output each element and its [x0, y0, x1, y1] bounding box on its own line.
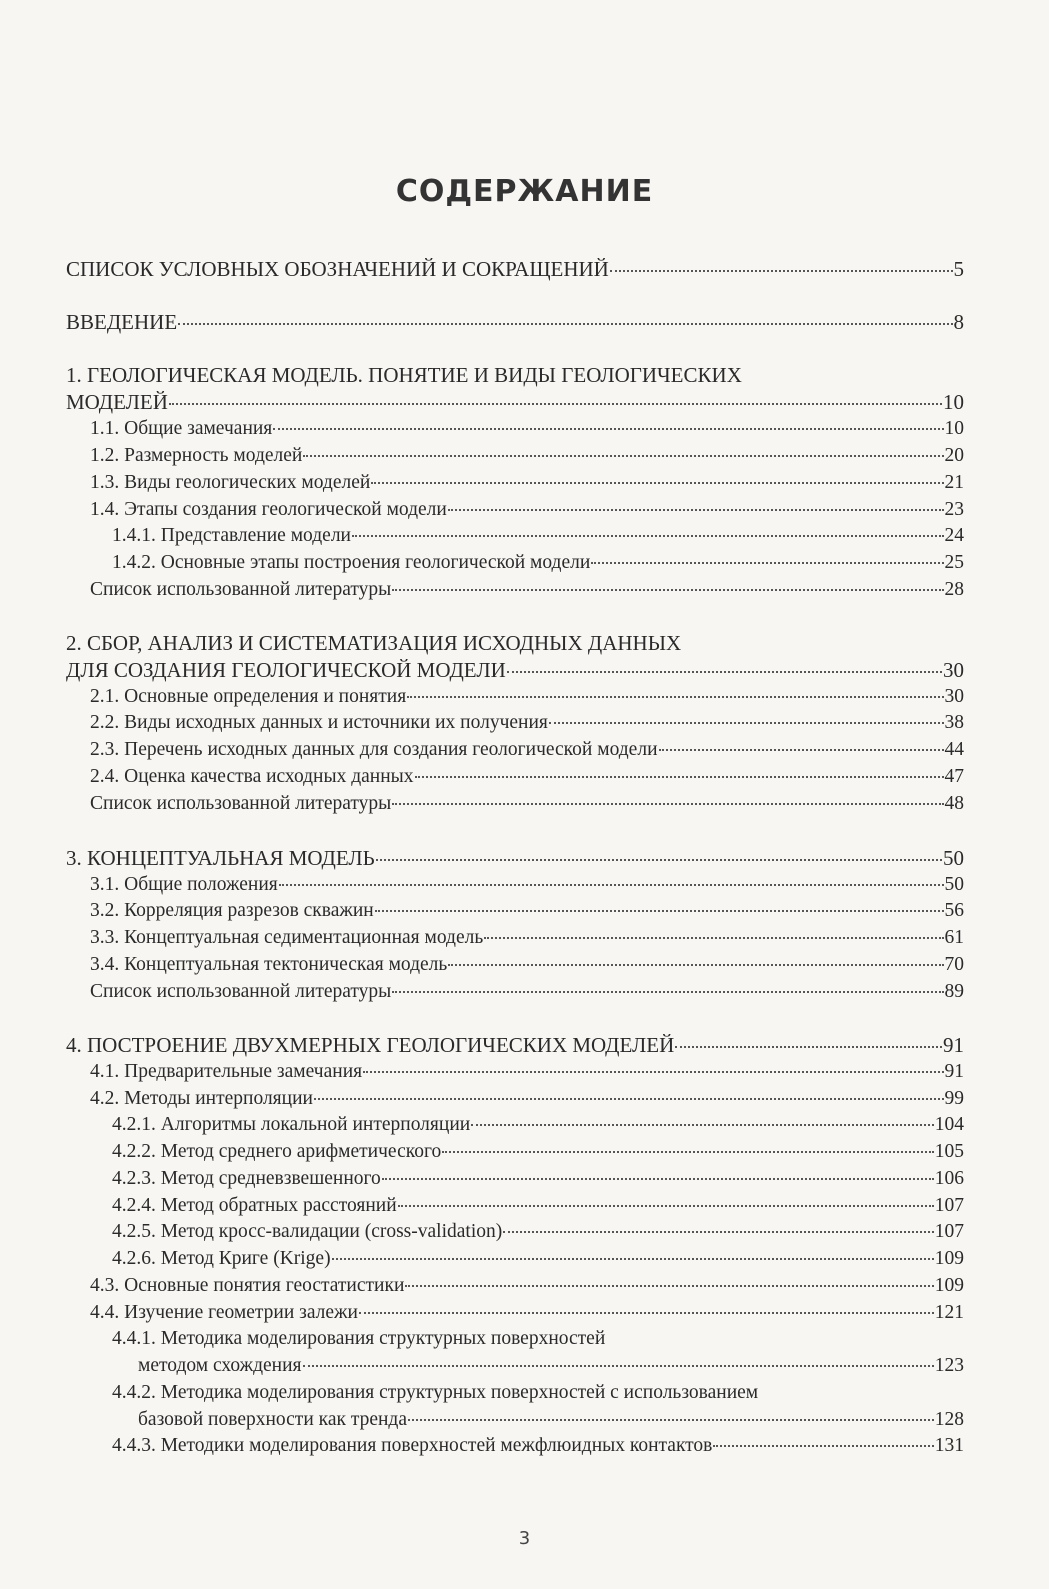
toc-entry-page: 109: [934, 1248, 964, 1269]
dot-leader: [273, 428, 943, 430]
toc-entry-page: 99: [944, 1088, 964, 1109]
toc-entry-title: 4.2.1. Алгоритмы локальной интерполяции: [112, 1114, 471, 1135]
dot-leader: [448, 509, 944, 511]
dot-leader: [371, 482, 943, 484]
toc-entry-title: 3.4. Концептуальная тектоническая модель: [90, 954, 448, 975]
dot-leader: [659, 749, 944, 751]
toc-entry: [112, 1166, 964, 1192]
toc-entry-page: 28: [944, 579, 964, 600]
dot-leader: [503, 1231, 934, 1233]
toc-entry-title: 4.2.6. Метод Криге (Krige): [112, 1248, 331, 1269]
toc-entry-title: Список использованной литературы: [90, 981, 392, 1002]
toc-entry-title: базовой поверхности как тренда: [138, 1409, 408, 1430]
toc-entry-title: 4.2.5. Метод кросс-валидации (cross-validation): [112, 1221, 503, 1242]
toc-entry: [90, 1273, 964, 1299]
dot-leader: [376, 859, 942, 861]
toc-entry: [90, 1086, 964, 1112]
toc-entry: [66, 389, 964, 415]
toc-entry-page: 30: [943, 658, 964, 682]
toc-entry: [66, 1032, 964, 1058]
dot-leader: [610, 270, 953, 272]
dot-leader: [408, 1419, 934, 1421]
toc-entry: [90, 577, 964, 603]
dot-leader: [398, 1205, 934, 1207]
dot-leader: [303, 455, 943, 457]
toc-entry-title: 1.4.1. Представление модели: [112, 525, 351, 546]
toc-entry-page: 131: [934, 1435, 964, 1456]
toc-entry-page: 38: [944, 712, 964, 733]
toc-entry: [112, 1246, 964, 1272]
dot-leader: [359, 1312, 934, 1314]
dot-leader: [713, 1445, 933, 1447]
toc-entry-title: ВВЕДЕНИЕ: [66, 310, 178, 334]
toc-entry: [112, 1112, 964, 1138]
toc-entry-title: 4.3. Основные понятия геостатистики: [90, 1275, 405, 1296]
toc-entry-title: 1.2. Размерность моделей: [90, 445, 303, 466]
dot-leader: [314, 1098, 944, 1100]
dot-leader: [352, 535, 944, 537]
toc-entry: [112, 1433, 964, 1459]
toc-entry: [66, 309, 964, 335]
toc-entry-page: 106: [934, 1168, 964, 1189]
dot-leader: [549, 722, 944, 724]
toc-entry-page: 21: [944, 472, 964, 493]
toc-entry-title: СПИСОК УСЛОВНЫХ ОБОЗНАЧЕНИЙ И СОКРАЩЕНИЙ: [66, 257, 609, 281]
toc-entry: [90, 791, 964, 817]
toc-entry: [90, 952, 964, 978]
toc-entry-page: 24: [944, 525, 964, 546]
toc-entry-title: 1.1. Общие замечания: [90, 418, 273, 439]
toc-entry-page: 5: [953, 257, 964, 281]
toc-entry-title: 3.2. Корреляция разрезов скважин: [90, 900, 374, 921]
toc-entry-page: 128: [934, 1409, 964, 1430]
toc-entry-page: 56: [944, 900, 964, 921]
toc-entry-page: 50: [943, 846, 964, 870]
dot-leader: [363, 1071, 943, 1073]
toc-entry-title-line1: 4.4.1. Методика моделирования структурных поверхностей: [112, 1328, 606, 1349]
toc-entry-page: 25: [944, 552, 964, 573]
toc-entry: [66, 845, 964, 871]
dot-leader: [675, 1046, 942, 1048]
toc-entry-page: 91: [943, 1033, 964, 1057]
toc-entry-title: 1.3. Виды геологических моделей: [90, 472, 371, 493]
toc-entry-page: 30: [944, 686, 964, 707]
toc-entry: [90, 979, 964, 1005]
dot-leader: [442, 1151, 934, 1153]
toc-entry: [112, 1193, 964, 1219]
toc-entry: [90, 470, 964, 496]
dot-leader: [303, 1365, 934, 1367]
toc-entry: [138, 1353, 964, 1379]
dot-leader: [279, 884, 944, 886]
dot-leader: [415, 776, 944, 778]
toc-entry: [66, 256, 964, 282]
toc-entry-title: Список использованной литературы: [90, 579, 392, 600]
toc-entry-page: 23: [944, 499, 964, 520]
toc-entry-title: методом схождения: [138, 1355, 302, 1376]
toc-entry-title: 4.2. Методы интерполяции: [90, 1088, 313, 1109]
toc-entry-title: 2.3. Перечень исходных данных для создания геологической модели: [90, 739, 658, 760]
toc-entry-title: Список использованной литературы: [90, 793, 392, 814]
toc-entry: [112, 1219, 964, 1245]
toc-entry-title: ДЛЯ СОЗДАНИЯ ГЕОЛОГИЧЕСКОЙ МОДЕЛИ: [66, 658, 506, 682]
dot-leader: [507, 671, 942, 673]
toc-entry-page: 91: [944, 1061, 964, 1082]
toc-entry-title: 1.4. Этапы создания геологической модели: [90, 499, 447, 520]
toc-entry-title: 2.4. Оценка качества исходных данных: [90, 766, 414, 787]
dot-leader: [169, 403, 942, 405]
dot-leader: [448, 964, 943, 966]
page-title: СОДЕРЖАНИЕ: [395, 174, 654, 209]
toc-entry-page: 70: [944, 954, 964, 975]
toc-entry-page: 48: [944, 793, 964, 814]
toc-entry: [90, 684, 964, 710]
dot-leader: [332, 1258, 934, 1260]
toc-entry: [112, 550, 964, 576]
toc-entry-title: 4.4.3. Методики моделирования поверхностей межфлюидных контактов: [112, 1435, 713, 1456]
toc-entry-page: 20: [944, 445, 964, 466]
toc-entry-title: 4.2.2. Метод среднего арифметического: [112, 1141, 442, 1162]
toc-entry: [90, 1300, 964, 1326]
dot-leader: [407, 696, 943, 698]
dot-leader: [375, 910, 944, 912]
toc-entry: [66, 657, 964, 683]
toc-entry-title: 3.1. Общие положения: [90, 874, 278, 895]
dot-leader: [471, 1124, 934, 1126]
toc-entry-title: 3.3. Концептуальная седиментационная модель: [90, 927, 484, 948]
toc-entry: [112, 1139, 964, 1165]
toc-entry: [90, 443, 964, 469]
toc-entry: [90, 710, 964, 736]
toc-entry: [90, 925, 964, 951]
toc-entry: [112, 523, 964, 549]
dot-leader: [392, 803, 943, 805]
toc-entry-title: МОДЕЛЕЙ: [66, 390, 168, 414]
toc-entry-page: 121: [934, 1302, 964, 1323]
toc-entry: [90, 497, 964, 523]
toc-entry-title: 4.1. Предварительные замечания: [90, 1061, 363, 1082]
toc-entry-page: 107: [934, 1195, 964, 1216]
toc-entry-title: 2.1. Основные определения и понятия: [90, 686, 407, 707]
toc-entry-page: 8: [953, 310, 964, 334]
dot-leader: [405, 1285, 933, 1287]
toc-entry-title: 3. КОНЦЕПТУАЛЬНАЯ МОДЕЛЬ: [66, 846, 375, 870]
toc-entry-title: 2.2. Виды исходных данных и источники их получения: [90, 712, 548, 733]
dot-leader: [392, 589, 943, 591]
toc-entry-title: 4.2.4. Метод обратных расстояний: [112, 1195, 397, 1216]
toc-entry-page: 10: [944, 418, 964, 439]
toc-entry-page: 61: [944, 927, 964, 948]
toc-entry-title: 1.4.2. Основные этапы построения геологической модели: [112, 552, 591, 573]
toc-entry-page: 107: [934, 1221, 964, 1242]
toc-entry-page: 123: [934, 1355, 964, 1376]
toc-entry-title-line1: 1. ГЕОЛОГИЧЕСКАЯ МОДЕЛЬ. ПОНЯТИЕ И ВИДЫ ГЕОЛОГИЧЕСКИХ: [66, 363, 742, 387]
toc-entry-page: 109: [934, 1275, 964, 1296]
toc-entry-title: 4.2.3. Метод средневзвешенного: [112, 1168, 381, 1189]
toc-entry-page: 44: [944, 739, 964, 760]
dot-leader: [382, 1178, 934, 1180]
toc-entry-page: 104: [934, 1114, 964, 1135]
toc-entry: [138, 1407, 964, 1433]
toc-entry-page: 10: [943, 390, 964, 414]
toc-entry: [90, 737, 964, 763]
toc-entry-page: 47: [944, 766, 964, 787]
page-number: 3: [518, 1528, 531, 1549]
toc-entry-page: 105: [934, 1141, 964, 1162]
toc-entry-title-line1: 4.4.2. Методика моделирования структурных поверхностей с использованием: [112, 1382, 759, 1403]
toc-entry: [90, 764, 964, 790]
toc-entry-title: 4.4. Изучение геометрии залежи: [90, 1302, 358, 1323]
dot-leader: [178, 323, 952, 325]
toc-entry: [90, 872, 964, 898]
toc-entry-page: 89: [944, 981, 964, 1002]
dot-leader: [484, 937, 943, 939]
dot-leader: [591, 562, 943, 564]
toc-entry-title: 4. ПОСТРОЕНИЕ ДВУХМЕРНЫХ ГЕОЛОГИЧЕСКИХ МОДЕЛЕЙ: [66, 1033, 675, 1057]
toc-entry: [90, 898, 964, 924]
toc-entry: [90, 416, 964, 442]
dot-leader: [392, 991, 943, 993]
toc-entry: [90, 1059, 964, 1085]
toc-entry-page: 50: [944, 874, 964, 895]
toc-entry-title-line1: 2. СБОР, АНАЛИЗ И СИСТЕМАТИЗАЦИЯ ИСХОДНЫХ ДАННЫХ: [66, 631, 682, 655]
